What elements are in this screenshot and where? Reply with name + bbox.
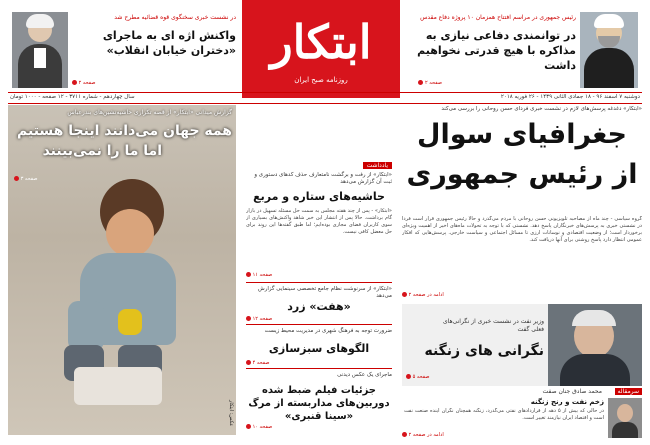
column-body: در حالی که بیش از ۵ دهه از قراردادهای نفتی می‌گذرد، زنگنه همچنان نگران آینده صنعت نفت است و اقتصاد ایران نیازمند تغییر است. — [404, 408, 604, 421]
photo-story-headline1[interactable]: همه جهان می‌دانند اینجا هستیم — [17, 123, 232, 139]
columnist-photo — [608, 398, 642, 438]
center-body: «ابتکار» - پس از چند هفته مجلس به سمت حل مسئله تسهیل در بازار گام برداشت. حالا پس از انتشار این خبر شاهد واکنش‌های بسیاری از سوی کاربران فضای مجازی بوده‌ایم؛ اما طبق گفته‌ها این روند برای حل معضل کافی نیست. — [246, 208, 392, 235]
center-item2-title[interactable]: «هفت» زرد — [287, 300, 351, 313]
center-intro: «ابتکار» از رفت و برگشت نامتعارف حذف کدهای دستوری و ثبت آن گزارش می‌دهد — [254, 172, 392, 185]
center-page: صفحه ۱۱ — [246, 272, 272, 278]
center-divider — [246, 282, 392, 283]
zanganeh-box — [402, 304, 642, 386]
photo-story-headline2[interactable]: اما ما را نمی‌بینند — [42, 143, 162, 159]
masthead — [242, 0, 400, 98]
center-item4-kicker: ماجرای یک عکس دیدنی — [337, 372, 392, 378]
page-dot-icon — [418, 80, 423, 85]
dateline-left: سال چهاردهم - شماره ۳۷۱۱ - ۱۲ صفحه - ۱۰۰۰ تومان — [10, 94, 135, 100]
photo-credit: عکس: ابتکار — [228, 400, 234, 427]
main-headline2[interactable]: از رئیس جمهوری — [406, 159, 638, 190]
page-dot-icon — [246, 360, 251, 365]
column-page: ادامه در صفحه ۲ — [402, 432, 444, 438]
top-right-page: صفحه ۲ — [418, 80, 442, 86]
center-item2-page: صفحه ۱۲ — [246, 316, 272, 322]
zanganeh-kicker: وزیر نفت در نشست خبری از نگرانی‌های فعلی گفت — [442, 318, 544, 333]
center-item4-page: صفحه ۱۰ — [246, 424, 272, 430]
center-column — [246, 162, 392, 438]
masthead-sublogo: روزنامه صبح ایران — [294, 76, 348, 84]
center-tag: یادداشت — [363, 162, 392, 169]
top-right-headline[interactable]: در توانمندی دفاعی نیازی به مذاکره با هیچ قدرتی نخواهیم داشت — [417, 29, 576, 72]
dateline-right: دوشنبه ۷ اسفند ۹۶ - ۱۸ جمادی الثانی ۱۴۳۹ - ۲۶ فوریه ۲۰۱۸ — [500, 94, 640, 100]
center-headline[interactable]: حاشیه‌های ستاره و مربع — [253, 190, 385, 203]
rouhani-photo — [580, 12, 638, 88]
main-headline1[interactable]: جغرافیای سوال — [417, 119, 627, 150]
column-box — [402, 388, 642, 440]
main-story — [402, 104, 642, 300]
column-label: سرمقاله — [615, 388, 642, 395]
zanganeh-headline[interactable]: نگرانی های زنگنه — [424, 343, 544, 359]
center-item4-title[interactable]: جزئیات فیلم ضبط شده دوربین‌های مداربسته از مرگ «سینا قنبری» — [248, 385, 390, 422]
center-divider — [246, 324, 392, 325]
top-left-kicker: در نشست خبری سخنگوی قوه قضائیه مطرح شد — [114, 14, 236, 21]
main-body: گروه سیاسی - چند ماه از مصاحبه تلویزیونی حسن روحانی با مردم می‌گذرد و حالا رئیس جمهوری قرار است فردا در نشستی خبری به پرسش‌های خبرنگاران پاسخ دهد. نشستی که با توجه به تحولات ماه‌های اخیر از اهمیت ویژه‌ای برخوردار است؛ از وضعیت اقتصادی و نوسانات ارزی تا مسائل اجتماعی و سیاست خارجی. پرسش‌هایی که افکار عمومی انتظار دارد پاسخ روشنی برای آنها دریافت کند. — [402, 216, 642, 243]
center-item3-kicker: ضرورت توجه به فرهنگ شهری در مدیریت محیط زیست — [264, 328, 392, 334]
page-dot-icon — [246, 316, 251, 321]
top-left-box — [8, 8, 240, 92]
page-dot-icon — [402, 432, 407, 437]
photo-story-page: صفحه ۳ — [14, 176, 38, 182]
top-right-kicker: رئیس جمهوری در مراسم افتتاح همزمان ۱۰ پروژه دفاع مقدس — [420, 14, 576, 21]
main-page: ادامه در صفحه ۲ — [402, 292, 444, 298]
center-item3-title[interactable]: الگوهای سبزسازی — [268, 342, 370, 355]
zanganeh-page: صفحه ۵ — [406, 374, 430, 380]
photo-story-kicker: گزارش میدانی «ابتکار» از قصه تکراری حاشیه‌نشین‌های بندرعباس — [67, 109, 232, 116]
zanganeh-photo — [548, 304, 642, 386]
page-dot-icon — [246, 272, 251, 277]
top-left-headline[interactable]: واکنش اژه ای به ماجرای «دختران خیابان انقلاب» — [102, 29, 236, 57]
page-dot-icon — [402, 292, 407, 297]
page-dot-icon — [406, 374, 411, 379]
dateline-bar — [8, 92, 642, 104]
ejei-photo — [12, 12, 68, 88]
page-dot-icon — [14, 176, 19, 181]
column-title[interactable]: زخم نفت و رنج زنگنه — [530, 398, 604, 406]
center-divider — [246, 368, 392, 369]
center-item2-kicker: «ابتکار» از سرنوشت نظام جامع تخصصی سینمایی گزارش می‌دهد — [258, 286, 392, 299]
top-right-box — [402, 8, 642, 92]
column-author: محمد صادق جنان صفت — [542, 388, 602, 395]
page-dot-icon — [72, 80, 77, 85]
center-item3-page: صفحه ۴ — [246, 360, 270, 366]
masthead-logo: ابتکار — [270, 15, 372, 69]
top-left-page: صفحه ۲ — [72, 80, 96, 86]
main-kicker: «ابتکار» دغدغه پرسش‌های لازم در نشست خبری فردای حسن روحانی را بررسی می‌کند — [441, 106, 642, 112]
page-dot-icon — [246, 424, 251, 429]
